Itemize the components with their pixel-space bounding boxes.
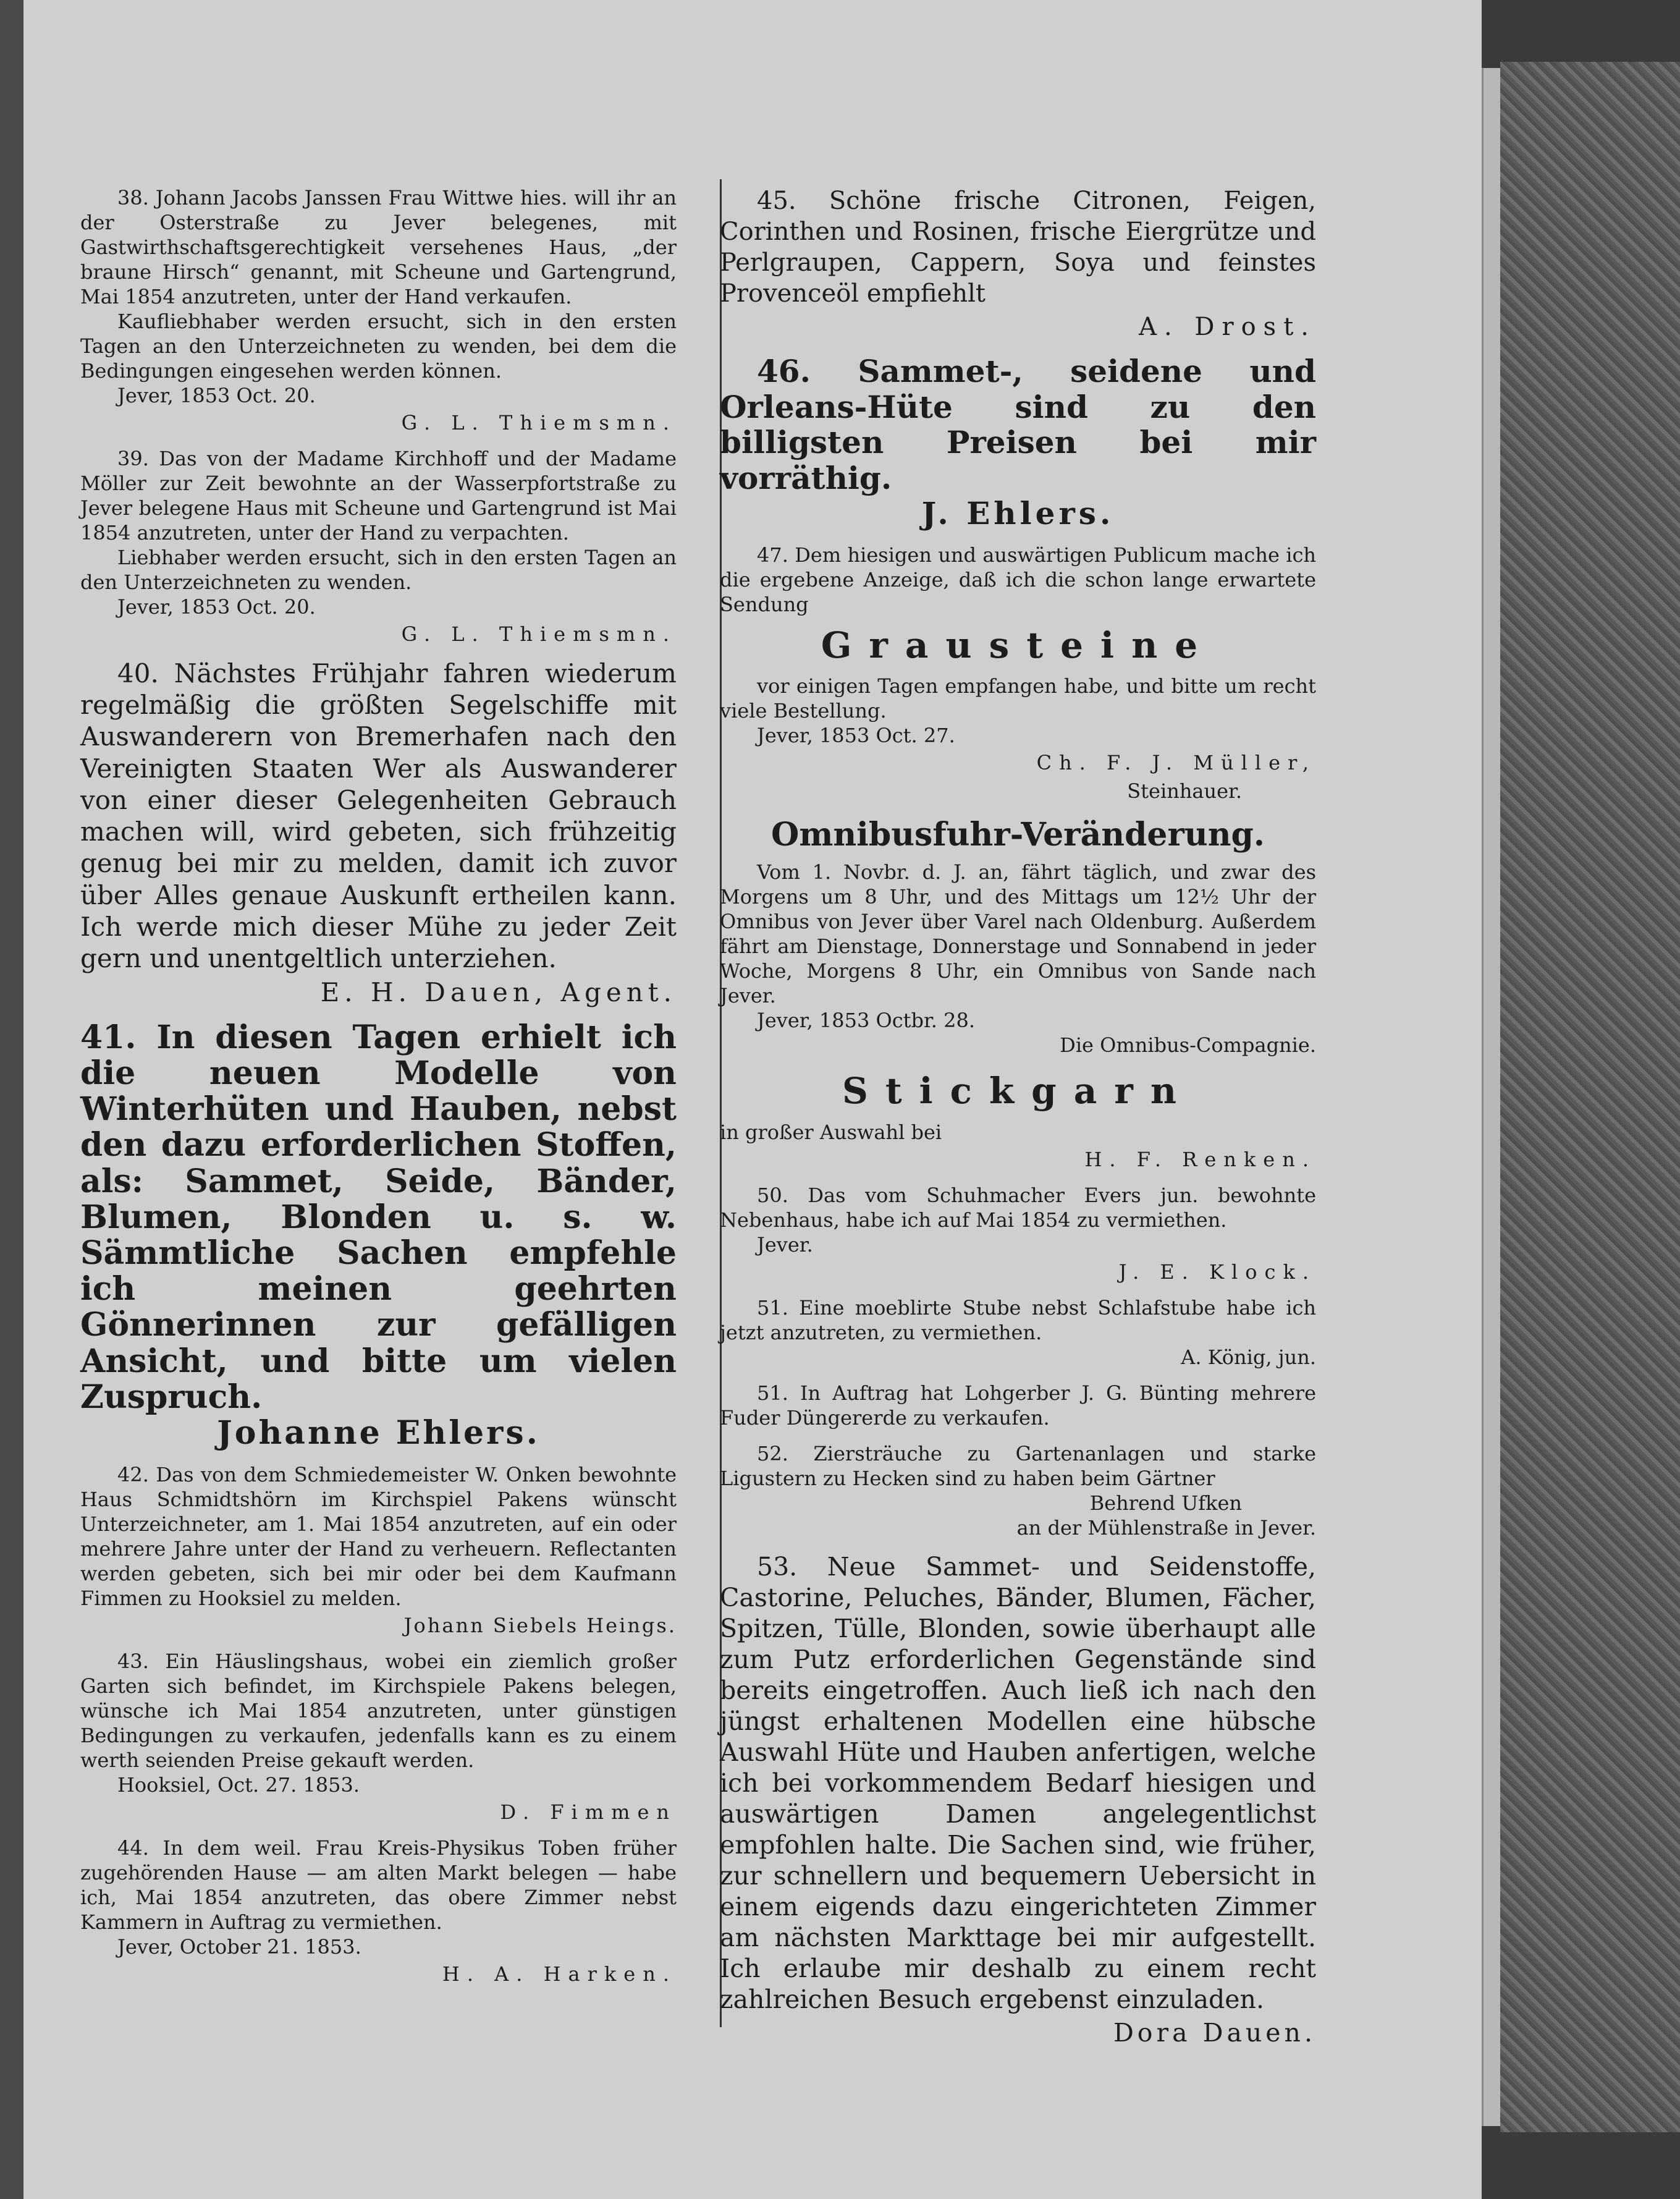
ad-39-place: Jever, 1853 Oct. 20. (117, 595, 316, 619)
ad-47-text2: vor einigen Tagen empfangen habe, und bitte um recht viele Bestellung. (720, 674, 1316, 722)
ad-47 (720, 543, 1316, 804)
ad-44-text: 44. In dem weil. Frau Kreis-Physikus Toben früher zugehörenden Hause — am alten Markt belegen — habe ich, Mai 1854 anzutreten, das obere Zimmer nebst Kammern in Auftrag zu vermiethen. (80, 1836, 677, 1934)
ad-41-text: 41. In diesen Tagen erhielt ich die neuen Modelle von Winterhüten und Hauben, nebst den dazu erforderlichen Stoffen, als: Sammet, Seide, Bänder, Blumen, Blonden u. s. w. Sämmtliche Sachen empfehle ich meinen geehrten Gönnerinnen zur gefälligen Ansicht, und bitte um vielen Zuspruch. (80, 1018, 677, 1416)
ad-47-signature-title: Steinhauer. (1127, 779, 1242, 803)
book-gutter (0, 0, 25, 2199)
ad-42-signature: Johann Siebels Heings. (403, 1614, 677, 1638)
ad-39-text: 39. Das von der Madame Kirchhoff und der Madame Möller zur Zeit bewohnte an der Wasserpfortstraße zu Jever belegene Haus mit Scheune und Gartengrund ist Mai 1854 anzutreten, unter der Hand zu verpachten. (80, 447, 677, 544)
ad-38 (80, 185, 677, 435)
ad-40-text: 40. Nächstes Frühjahr fahren wiederum regelmäßig die größten Segelschiffe mit Auswanderern von Bremerhafen nach den Vereinigten Staaten Wer als Auswanderer von einer dieser Gelegenheiten Gebrauch machen will, wird gebeten, sich frühzeitig genug bei mir zu melden, damit ich zuvor über Alles genaue Auskunft ertheilen kann. Ich werde mich dieser Mühe zu jeder Zeit gern und unentgeltlich unterziehen. (80, 658, 677, 974)
ad-46-signature: J. Ehlers. (921, 495, 1115, 532)
ad-43-place: Hooksiel, Oct. 27. 1853. (117, 1773, 360, 1797)
ad-47-signature: Ch. F. J. Müller, (1036, 751, 1316, 774)
ad-43-signature: D. Fimmen (500, 1800, 677, 1824)
ad-50-place: Jever. (757, 1232, 813, 1256)
ad-47-place: Jever, 1853 Oct. 27. (757, 724, 955, 747)
left-column (80, 185, 677, 1998)
ad-51b (720, 1381, 1316, 1430)
ad-40 (80, 658, 677, 1009)
ad-45-signature: A. Drost. (1139, 313, 1316, 341)
ad-51b-text: 51. In Auftrag hat Lohgerber J. G. Bünting mehrere Fuder Düngererde zu verkaufen. (720, 1381, 1316, 1430)
ad-41 (80, 1020, 677, 1452)
ad-52-signature-address: an der Mühlenstraße in Jever. (1016, 1515, 1316, 1540)
ad-stickgarn (720, 1069, 1316, 1172)
ad-omnibus (720, 815, 1316, 1057)
ad-stickgarn-heading: Stickgarn (842, 1070, 1194, 1112)
ad-51a-signature: A. König, jun. (1181, 1345, 1316, 1369)
ad-50-signature: J. E. Klock. (1118, 1260, 1316, 1284)
ad-50 (720, 1183, 1316, 1284)
ad-omnibus-heading: Omnibusfuhr-Veränderung. (771, 816, 1265, 854)
ad-38-place: Jever, 1853 Oct. 20. (117, 384, 316, 407)
book-spine (1482, 68, 1502, 2126)
ad-47-text: 47. Dem hiesigen und auswärtigen Publicum mache ich die ergebene Anzeige, daß ich die schon lange erwartete Sendung (720, 543, 1316, 616)
ad-53-signature: Dora Dauen. (1113, 2017, 1316, 2048)
ad-42-text: 42. Das von dem Schmiedemeister W. Onken bewohnte Haus Schmidtshörn im Kirchspiel Pakens wünscht Unterzeichneter, am 1. Mai 1854 anzutreten, auf ein oder mehrere Jahre unter der Hand zu verheuern. Reflectanten werden gebeten, sich bei mir oder bei dem Kaufmann Fimmen zu Hooksiel zu melden. (80, 1463, 677, 1611)
ad-53-text: 53. Neue Sammet- und Seidenstoffe, Castorine, Peluches, Bänder, Blumen, Fächer, Spitzen, Tülle, Blonden, sowie überhaupt alle zum Putz erforderlichen Gegenstände sind bereits eingetroffen. Auch ließ ich nach den jüngst erhaltenen Modellen eine hübsche Auswahl Hüte und Hauben anfertigen, welche ich bei vorkommendem Bedarf hiesigen und auswärtigen Damen angelegentlichst empfohlen halte. Die Sachen sind, wie früher, zur schnellern und bequemern Uebersicht in einem eigends dazu eingerichteten Zimmer am nächsten Markttage bei mir aufgestellt. Ich erlaube mir deshalb zu einem recht zahlreichen Besuch ergebenst einzuladen. (720, 1551, 1316, 2014)
ad-39-signature: G. L. Thiemsmn. (401, 622, 677, 646)
ad-omnibus-place: Jever, 1853 Octbr. 28. (757, 1009, 976, 1032)
ad-stickgarn-text: in großer Auswahl bei (720, 1120, 942, 1144)
ad-50-text: 50. Das vom Schuhmacher Evers jun. bewohnte Nebenhaus, habe ich auf Mai 1854 zu vermiethen. (720, 1183, 1316, 1232)
ad-45-text: 45. Schöne frische Citronen, Feigen, Corinthen und Rosinen, frische Eiergrütze und Perlgraupen, Cappern, Soya und feinstes Provenceöl empfiehlt (720, 187, 1316, 308)
ad-38-note: Kaufliebhaber werden ersucht, sich in den ersten Tagen an den Unterzeichneten zu wenden, bei dem die Bedingungen eingesehen werden können. (80, 310, 677, 383)
right-column (720, 185, 1316, 2059)
ad-39 (80, 446, 677, 646)
ad-40-signature: E. H. Dauen, Agent. (320, 977, 677, 1008)
ad-stickgarn-signature: H. F. Renken. (1084, 1147, 1316, 1171)
ad-46-text: 46. Sammet-, seidene und Orleans-Hüte sind zu den billigsten Preisen bei mir vorräthig. (720, 353, 1316, 496)
ad-omnibus-text: Vom 1. Novbr. d. J. an, fährt täglich, und zwar des Morgens um 8 Uhr, und des Mittags um 12½ Uhr der Omnibus von Jever über Varel nach Oldenburg. Außerdem fährt am Dienstage, Donnerstage und Sonnabend in jeder Woche, Morgens 8 Uhr, ein Omnibus von Sande nach Jever. (720, 860, 1316, 1007)
ad-51a-text: 51. Eine moeblirte Stube nebst Schlafstube habe ich jetzt anzutreten, zu vermiethen. (720, 1295, 1316, 1344)
ad-42 (80, 1462, 677, 1638)
ad-38-text: 38. Johann Jacobs Janssen Frau Wittwe hies. will ihr an der Osterstraße zu Jever belegenes, mit Gastwirthschaftsgerechtigkeit versehenes Haus, „der braune Hirsch“ genannt, mit Scheune und Gartengrund, Mai 1854 anzutreten, unter der Hand verkaufen. (80, 186, 677, 308)
ad-44-place: Jever, October 21. 1853. (117, 1935, 361, 1959)
ad-38-signature: G. L. Thiemsmn. (401, 411, 677, 434)
ad-44-signature: H. A. Harken. (442, 1962, 677, 1986)
ad-52 (720, 1441, 1316, 1540)
ad-43-text: 43. Ein Häuslingshaus, wobei ein ziemlich großer Garten sich befindet, im Kirchspiele Pakens belegen, wünsche ich Mai 1854 anzutreten, unter günstigen Bedingungen zu verkaufen, jedenfalls kann es zu einem werth seienden Preise gekauft werden. (80, 1650, 677, 1773)
ad-47-heading: Grausteine (821, 624, 1215, 666)
ad-43 (80, 1649, 677, 1824)
ad-45 (720, 185, 1316, 342)
ad-51a (720, 1295, 1316, 1370)
ad-omnibus-signature: Die Omnibus-Compagnie. (1060, 1033, 1316, 1057)
ad-52-signature: Behrend Ufken (1089, 1491, 1242, 1515)
book-cover-edge (1500, 62, 1680, 2132)
ad-46 (720, 354, 1316, 532)
ad-53 (720, 1551, 1316, 2048)
ad-39-note: Liebhaber werden ersucht, sich in den ersten Tagen an den Unterzeichneten zu wenden. (80, 546, 677, 594)
ad-41-signature: Johanne Ehlers. (217, 1414, 540, 1452)
ad-44 (80, 1836, 677, 1986)
ad-52-text: 52. Ziersträuche zu Gartenanlagen und starke Ligustern zu Hecken sind zu haben beim Gärtner (720, 1441, 1316, 1490)
